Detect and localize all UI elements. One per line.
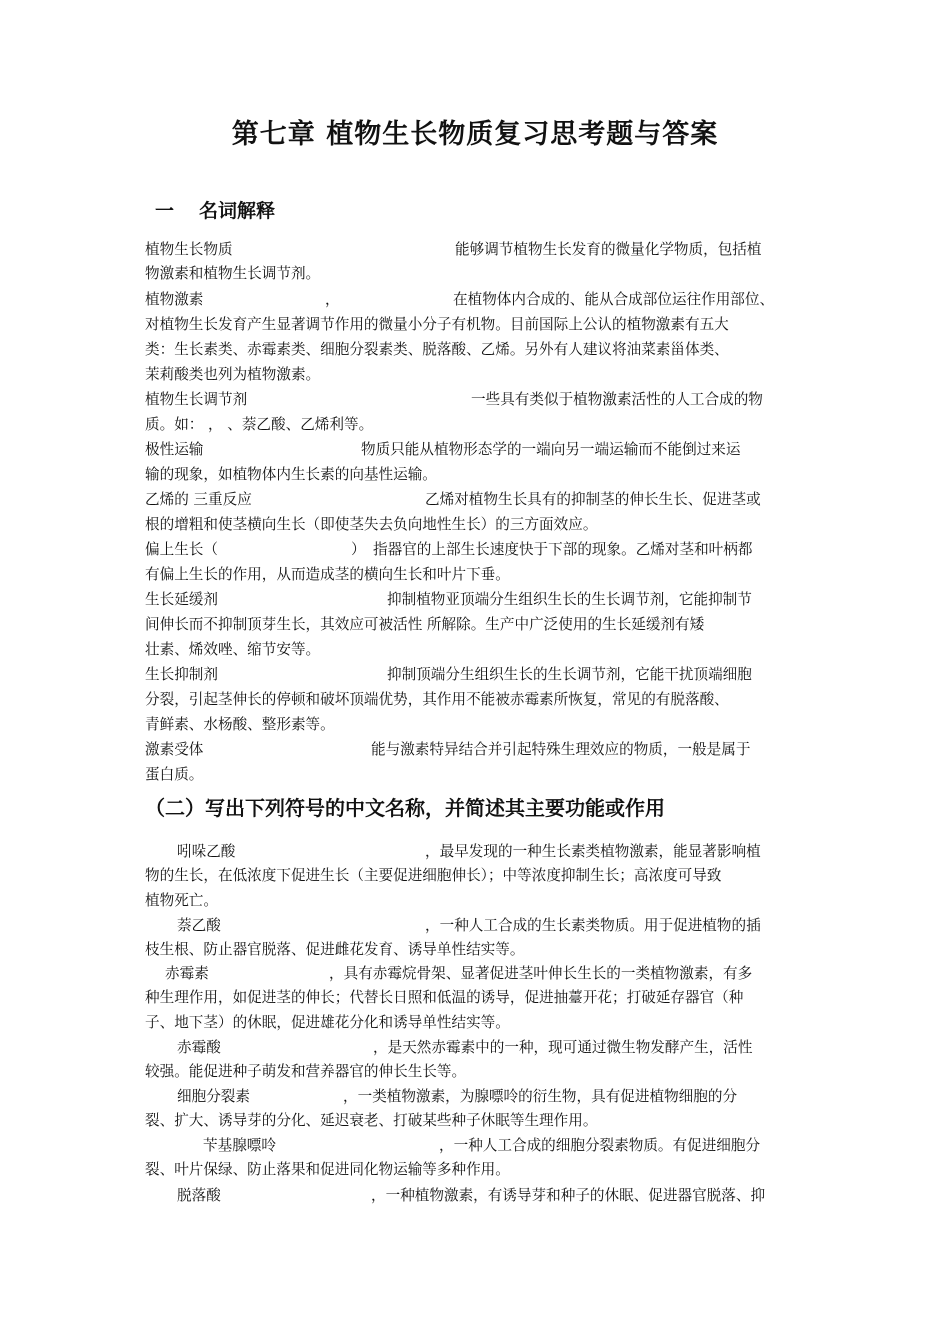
symbol-name: 萘乙酸: [177, 917, 221, 934]
term-punct: ，: [325, 291, 340, 308]
term-line: 间伸长而不抑制顶芽生长，其效应可被活性 所解除。生产中广泛使用的生长延缓剂有矮: [145, 616, 705, 633]
term-line: 类：生长素类、赤霉素类、细胞分裂素类、脱落酸、乙烯。另外有人建议将油菜素甾体类、: [145, 341, 729, 358]
symbol-line: 枝生根、防止器官脱落、促进雌花发育、诱导单性结实等。: [145, 941, 525, 958]
section-title: 名词解释: [199, 200, 276, 222]
term-definition: 能与激素特异结合并引起特殊生理效应的物质，一般是属于: [371, 741, 751, 758]
term-line: 有偏上生长的作用，从而造成茎的横向生长和叶片下垂。: [145, 566, 510, 583]
symbol-definition: ，具有赤霉烷骨架、显著促进茎叶伸长生长的一类植物激素，有多: [329, 965, 753, 982]
symbol-name: 吲哚乙酸: [177, 843, 236, 860]
symbol-definition: ，一种人工合成的生长素类物质。用于促进植物的插: [425, 917, 761, 934]
term-name: 植物生长物质: [145, 241, 233, 258]
term-definition: 能够调节植物生长发育的微量化学物质，包括植: [455, 241, 762, 258]
term-line: 质。如： ， 、萘乙酸、乙烯利等。: [145, 416, 374, 433]
term-definition: 抑制顶端分生组织生长的生长调节剂，它能干扰顶端细胞: [387, 666, 752, 683]
section-number: 一: [155, 200, 175, 222]
symbol-line: 裂、扩大、诱导芽的分化、延迟衰老、打破某些种子休眠等生理作用。: [145, 1112, 598, 1129]
symbol-definition: ，是天然赤霉素中的一种，现可通过微生物发酵产生，活性: [373, 1039, 753, 1056]
term-line: 根的增粗和使茎横向生长（即使茎失去负向地性生长）的三方面效应。: [145, 516, 598, 533]
symbol-line: 植物死亡。: [145, 892, 218, 909]
symbol-name: 细胞分裂素: [177, 1088, 250, 1105]
term-definition: 乙烯对植物生长具有的抑制茎的伸长生长、促进茎或: [425, 491, 761, 508]
symbol-definition: ，一种植物激素，有诱导芽和种子的休眠、促进器官脱落、抑: [371, 1187, 766, 1204]
symbol-line: 裂、叶片保绿、防止落果和促进同化物运输等多种作用。: [145, 1161, 510, 1178]
term-definition: 指器官的上部生长速度快于下部的现象。乙烯对茎和叶柄都: [373, 541, 753, 558]
section-heading-2: （二）写出下列符号的中文名称，并简述其主要功能或作用: [145, 796, 665, 820]
symbol-line: 较强。能促进种子萌发和营养器官的伸长生长等。: [145, 1063, 467, 1080]
term-definition: 抑制植物亚顶端分生组织生长的生长调节剂，它能抑制节: [387, 591, 752, 608]
term-name: 生长延缓剂: [145, 591, 218, 608]
symbol-name: 苄基腺嘌呤: [203, 1137, 276, 1154]
symbol-line: 种生理作用，如促进茎的伸长；代替长日照和低温的诱导，促进抽薹开花；打破延存器官（种: [145, 989, 744, 1006]
term-name: 偏上生长（: [145, 541, 218, 558]
term-name: 植物生长调节剂: [145, 391, 248, 408]
section-heading-1: [155, 196, 275, 223]
term-definition: 物质只能从植物形态学的一端向另一端运输而不能倒过来运: [361, 441, 741, 458]
term-punct: ）: [351, 541, 366, 558]
symbol-definition: ，一类植物激素，为腺嘌呤的衍生物，具有促进植物细胞的分: [343, 1088, 738, 1105]
term-name: 极性运输: [145, 441, 204, 458]
term-line: 蛋白质。: [145, 766, 204, 783]
term-line: 青鲜素、水杨酸、整形素等。: [145, 716, 335, 733]
term-name: 植物激素: [145, 291, 204, 308]
symbol-name: 脱落酸: [177, 1187, 221, 1204]
symbol-name: 赤霉酸: [177, 1039, 221, 1056]
symbol-definition: ，最早发现的一种生长素类植物激素，能显著影响植: [425, 843, 761, 860]
symbol-definition: ，一种人工合成的细胞分裂素物质。有促进细胞分: [439, 1137, 761, 1154]
term-line: 输的现象，如植物体内生长素的向基性运输。: [145, 466, 437, 483]
term-line: 壮素、烯效唑、缩节安等。: [145, 641, 321, 658]
term-definition: 一些具有类似于植物激素活性的人工合成的物: [471, 391, 763, 408]
term-name: 生长抑制剂: [145, 666, 218, 683]
term-line: 对植物生长发育产生显著调节作用的微量小分子有机物。目前国际上公认的植物激素有五大: [145, 316, 729, 333]
symbol-name: 赤霉素: [165, 965, 209, 982]
term-line: 茉莉酸类也列为植物激素。: [145, 366, 321, 383]
term-name: 激素受体: [145, 741, 204, 758]
term-line: 物激素和植物生长调节剂。: [145, 265, 321, 282]
term-name: 乙烯的 三重反应: [145, 491, 252, 508]
page-title: 第七章 植物生长物质复习思考题与答案: [231, 119, 719, 150]
term-line: 分裂，引起茎伸长的停顿和破坏顶端优势，其作用不能被赤霉素所恢复，常见的有脱落酸、: [145, 691, 729, 708]
symbol-line: 子、地下茎）的休眠，促进雄花分化和诱导单性结实等。: [145, 1014, 510, 1031]
term-definition: 在植物体内合成的、能从合成部位运往作用部位、: [453, 291, 775, 308]
symbol-line: 物的生长，在低浓度下促进生长（主要促进细胞伸长）；中等浓度抑制生长；高浓度可导致: [145, 867, 722, 884]
